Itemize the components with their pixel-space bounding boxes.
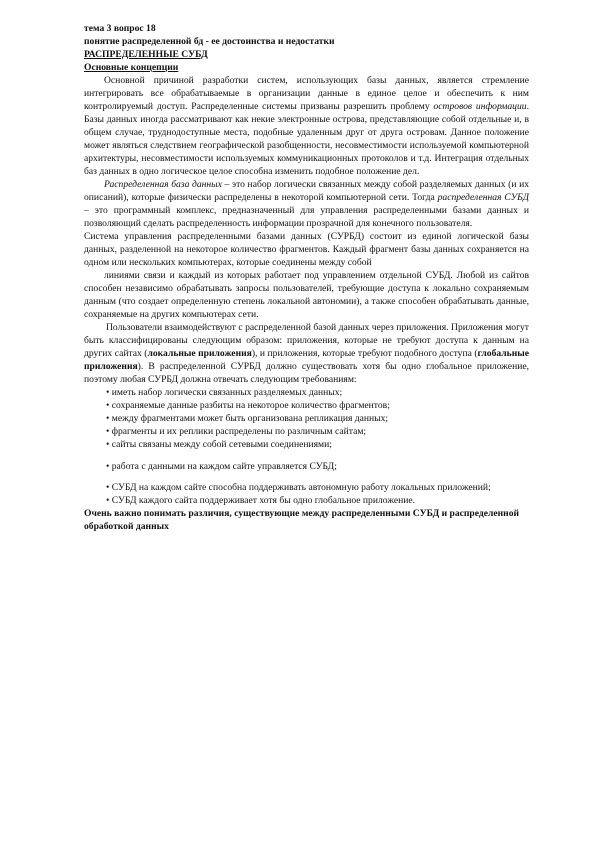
requirement-item: • иметь набор логически связанных разделяемых данных; [106, 387, 343, 398]
requirement-item: • СУБД каждого сайта поддерживает хотя бы одно глобальное приложение. [106, 495, 416, 506]
islands-term: островов информации [433, 101, 527, 112]
distributed-db-term: Распределенная база данных [104, 179, 222, 190]
requirement-item: • СУБД на каждом сайте способна поддерживать автономную работу локальных приложений; [106, 482, 491, 493]
global-apps-term: глобальные приложения [84, 348, 529, 372]
paragraph-islands-text-1: Основной причиной разработки систем, использующих базы данных, является стремление интегрировать все обрабатываемые в организации данные в единое целое и обеспечить к ним контролируемый доступ. Распределенные системы призваны разрешить проблему [84, 75, 529, 112]
paragraph-applications-text-3: ). В распределенной СУРБД должно существовать хотя бы одно глобальное приложение, поэтому любая СУРБД должна отвечать следующим требованиям: [84, 361, 529, 385]
question-line: понятие распределенной бд - ее достоинства и недостатки [84, 36, 335, 47]
subsection-title: Основные концепции [84, 62, 179, 73]
paragraph-applications-text-2: ), и приложения, которые требуют подобного доступа ( [251, 348, 478, 359]
paragraph-applications-text-1: Пользователи взаимодействуют с распределенной базой данных через приложения. Приложения могут быть классифицированы следующим образом: приложения, которые не требуют доступа к данным на других сайтах ( [84, 322, 529, 359]
requirement-item: • работа с данными на каждом сайте управляется СУБД; [106, 461, 337, 472]
local-apps-term: локальные приложения [147, 348, 252, 359]
section-title: РАСПРЕДЕЛЕННЫЕ СУБД [84, 49, 208, 60]
requirement-item: • сайты связаны между собой сетевыми соединениями; [106, 439, 332, 450]
requirement-item: • сохраняемые данные разбиты на некоторое количество фрагментов; [106, 400, 390, 411]
requirement-item: • фрагменты и их реплики распределены по различным сайтам; [106, 426, 367, 437]
distributed-dbms-term: распределенная СУБД [437, 192, 529, 203]
paragraph-surbd: Система управления распределенными базами данных (СУРБД) состоит из единой логической базы данных, разделенной на некоторое количество фрагментов. Каждый фрагмент базы данных сохраняется на одном или нескольких компьютерах, которые соединены между собой [84, 231, 529, 268]
paragraph-applications [84, 321, 529, 386]
requirement-item: • между фрагментами может быть организована репликация данных; [106, 413, 389, 424]
paragraph-definitions [84, 178, 529, 230]
paragraph-sites: линиями связи и каждый из которых работает под управлением отдельной СУБД. Любой из сайтов способен независимо обрабатывать запросы пользователей, требующие доступа к локально сохраняемым данным (что создает определенную степень локальной автономии), а также способен обрабатывать данные, сохраняемые на других компьютерах сети. [84, 270, 529, 320]
paragraph-definitions-text-1: – это набор логически связанных между собой разделяемых данных (и их описаний), которые физически распределены в некоторой компьютерной сети. Тогда [84, 179, 530, 203]
paragraph-definitions-text-2: – это программный комплекс, предназначенный для управления распределенными базами данных и позволяющий сделать распределенность информации прозрачной для конечного пользователя. [84, 205, 529, 229]
topic-line: тема 3 вопрос 18 [84, 23, 156, 34]
document-page [84, 22, 529, 533]
paragraph-islands-text-2: . Базы данных иногда рассматривают как некие электронные острова, представляющие собой отдельные и, в общем случае, труднодоступные места, подобные удаленным друг от друга островам. Данное положение может являться следствием географической разобщенности, несовместимости используемой компьютерной архитектуры, несовместимости используемых коммуникационных протоколов и т.д. Интеграция отдельных баз данных в одно логическое целое способна изменить подобное положение дел. [84, 101, 529, 177]
closing-note: Очень важно понимать различия, существующие между распределенными СУБД и распределенной обработкой данных [84, 508, 520, 532]
paragraph-islands [84, 74, 529, 178]
